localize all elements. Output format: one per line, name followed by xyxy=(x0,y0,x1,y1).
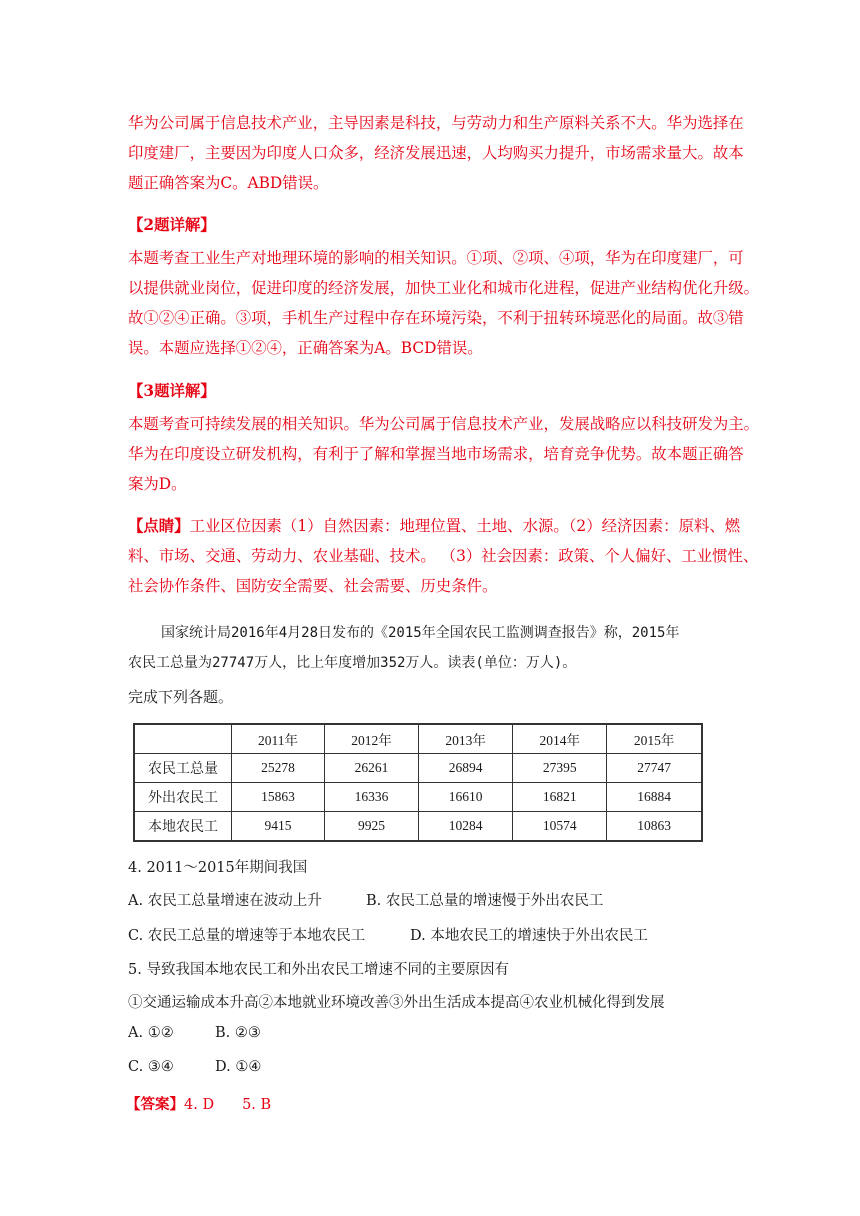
question-5-items: ①交通运输成本升高②本地就业环境改善③外出生活成本提高④农业机械化得到发展 xyxy=(128,995,665,1011)
q4-option-d: D. 本地农民工的增速快于外出农民工 xyxy=(410,928,648,944)
answer1-line: 印度建厂，主要因为印度人口众多，经济发展迅速，人均购买力提升，市场需求量大。故本 xyxy=(128,144,744,162)
answer-5: 5. B xyxy=(242,1097,272,1113)
answer-line xyxy=(126,1093,271,1114)
table-year-header: 2012年 xyxy=(324,724,418,754)
q5-option-d: D. ①④ xyxy=(215,1059,262,1075)
table-row xyxy=(134,812,702,842)
detail2-heading: 【2题详解】 xyxy=(128,216,216,234)
q5-option-a: A. ①② xyxy=(128,1025,174,1041)
table-cell: 10284 xyxy=(419,812,513,842)
table-year-header: 2013年 xyxy=(419,724,513,754)
dianjing-line: 社会协作条件、国防安全需要、社会需要、历史条件。 xyxy=(128,577,498,595)
table-header-row xyxy=(134,724,702,754)
answer-label: 【答案】 xyxy=(126,1096,184,1113)
passage-line: 国家统计局2016年4月28日发布的《2015年全国农民工监测调查报告》称，2015年 xyxy=(161,625,680,641)
table-cell: 16884 xyxy=(607,783,702,812)
table-cell: 15863 xyxy=(232,783,325,812)
table-year-header: 2014年 xyxy=(513,724,607,754)
answer1-line: 题正确答案为C。ABD错误。 xyxy=(128,174,329,192)
detail3-line: 案为D。 xyxy=(128,475,187,493)
q4-option-b: B. 农民工总量的增速慢于外出农民工 xyxy=(366,893,604,909)
table-cell: 10863 xyxy=(607,812,702,842)
table-cell: 16821 xyxy=(513,783,607,812)
table-row-label: 农民工总量 xyxy=(134,754,232,783)
dianjing-label: 【点睛】 xyxy=(128,517,190,535)
answer1-paragraph xyxy=(128,108,744,198)
passage xyxy=(128,618,732,678)
detail2-line: 误。本题应选择①②④，正确答案为A。BCD错误。 xyxy=(128,339,483,357)
dianjing-section xyxy=(128,511,759,601)
passage-line: 农民工总量为27747万人，比上年度增加352万人。读表(单位：万人)。 xyxy=(128,655,577,671)
q5-option-c: C. ③④ xyxy=(128,1059,174,1075)
answer1-line: 华为公司属于信息技术产业，主导因素是科技，与劳动力和生产原料关系不大。华为选择在 xyxy=(128,114,744,132)
detail2-section xyxy=(128,210,760,363)
answer-4: 4. D xyxy=(184,1097,215,1113)
table-cell: 26894 xyxy=(419,754,513,783)
detail2-line: 本题考查工业生产对地理环境的影响的相关知识。①项、②项、④项，华为在印度建厂，可 xyxy=(128,249,744,267)
table-cell: 10574 xyxy=(513,812,607,842)
table-row xyxy=(134,754,702,783)
dianjing-line xyxy=(128,511,741,541)
detail3-line: 华为在印度设立研发机构，有利于了解和掌握当地市场需求，培育竞争优势。故本题正确答 xyxy=(128,445,744,463)
passage-instruction: 完成下列各题。 xyxy=(128,688,234,706)
detail3-section xyxy=(128,376,760,499)
table-year-header: 2011年 xyxy=(232,724,325,754)
q4-option-a: A. 农民工总量增速在波动上升 xyxy=(128,893,322,909)
dianjing-line: 料、市场、交通、劳动力、农业基础、技术。 （3）社会因素：政策、个人偏好、工业惯性、 xyxy=(128,547,759,565)
table-cell: 9925 xyxy=(324,812,418,842)
table-cell: 16610 xyxy=(419,783,513,812)
table-row xyxy=(134,783,702,812)
detail3-line: 本题考查可持续发展的相关知识。华为公司属于信息技术产业，发展战略应以科技研发为主。 xyxy=(128,415,760,433)
table-corner xyxy=(134,724,232,754)
detail2-line: 以提供就业岗位，促进印度的经济发展，加快工业化和城市化进程，促进产业结构优化升级。 xyxy=(128,279,760,297)
dianjing-text: 工业区位因素（1）自然因素：地理位置、土地、水源。（2）经济因素：原料、燃 xyxy=(189,517,741,535)
q4-option-c: C. 农民工总量的增速等于本地农民工 xyxy=(128,928,366,944)
table-cell: 25278 xyxy=(232,754,325,783)
table-cell: 9415 xyxy=(232,812,325,842)
table-cell: 27395 xyxy=(513,754,607,783)
table-year-header: 2015年 xyxy=(607,724,702,754)
table-row-label: 外出农民工 xyxy=(134,783,232,812)
detail2-line: 故①②④正确。③项，手机生产过程中存在环境污染，不利于扭转环境恶化的局面。故③错 xyxy=(128,309,744,327)
q5-option-b: B. ②③ xyxy=(215,1025,261,1041)
migrant-worker-table xyxy=(133,723,703,842)
question-5-stem: 5. 导致我国本地农民工和外出农民工增速不同的主要原因有 xyxy=(128,962,509,978)
table-row-label: 本地农民工 xyxy=(134,812,232,842)
table-cell: 26261 xyxy=(324,754,418,783)
table-cell: 27747 xyxy=(607,754,702,783)
question-4-stem: 4. 2011～2015年期间我国 xyxy=(128,860,308,876)
table-cell: 16336 xyxy=(324,783,418,812)
detail3-heading: 【3题详解】 xyxy=(128,382,216,400)
